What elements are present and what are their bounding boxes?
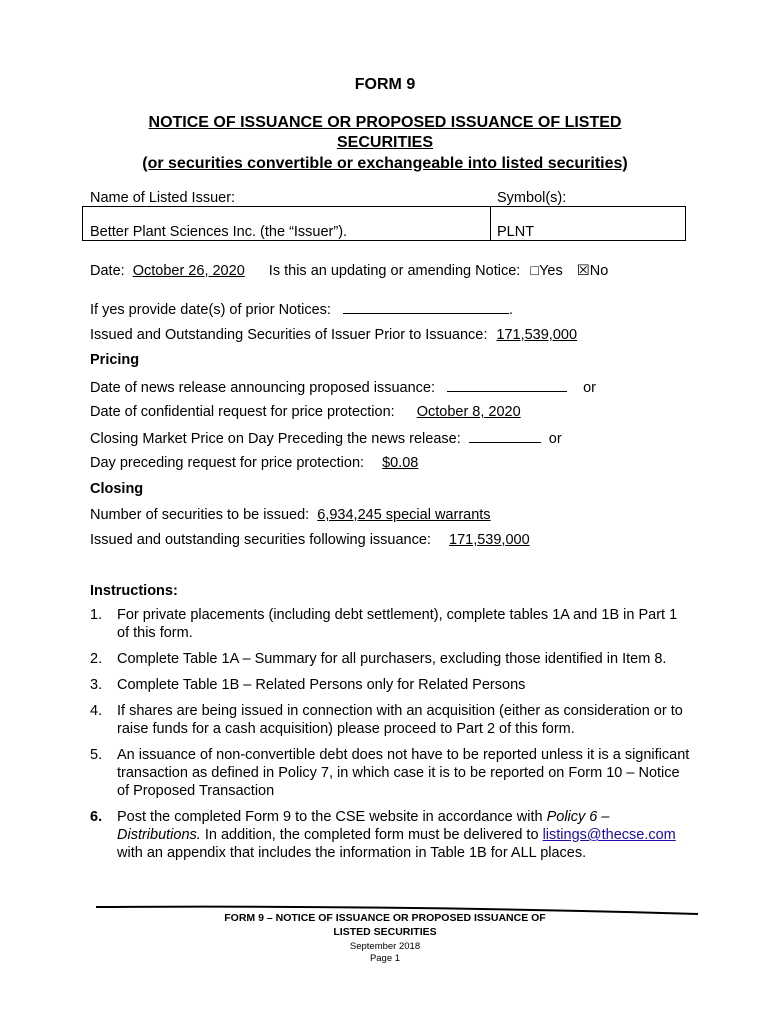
instruction-number: 2. — [90, 651, 103, 667]
main-title-line1: NOTICE OF ISSUANCE OR PROPOSED ISSUANCE OF LISTED — [148, 114, 622, 131]
closing-price-row — [90, 429, 562, 447]
instruction-number: 6. — [90, 809, 103, 825]
confidential-label: Date of confidential request for price protection: — [90, 404, 395, 420]
instruction-text: with an appendix that includes the information in Table 1B for ALL places. — [117, 845, 587, 861]
instruction-number: 4. — [90, 703, 103, 719]
outstanding-prior-row — [90, 327, 577, 343]
prior-notices-row — [90, 300, 513, 318]
outstanding-after-label: Issued and outstanding securities following issuance: — [90, 532, 431, 548]
instruction-item — [90, 746, 690, 800]
num-securities-label: Number of securities to be issued: — [90, 507, 310, 523]
confidential-value[interactable]: October 8, 2020 — [416, 404, 521, 420]
closing-heading: Closing — [90, 481, 144, 497]
outstanding-prior-value[interactable]: 171,539,000 — [496, 327, 578, 343]
outstanding-after-value[interactable]: 171,539,000 — [449, 532, 530, 548]
instruction-item — [90, 606, 690, 642]
date-label: Date: — [90, 263, 125, 279]
table-divider — [490, 207, 491, 240]
num-securities-row — [90, 507, 515, 523]
instruction-item — [90, 808, 690, 862]
num-securities-value[interactable]: 6,934,245 special warrants — [317, 507, 491, 523]
instruction-text: In addition, the completed form must be delivered to — [200, 827, 543, 843]
prior-notices-blank[interactable] — [343, 300, 509, 314]
main-title-line2: SECURITIES — [336, 134, 433, 151]
issuer-name-value: Better Plant Sciences Inc. (the “Issuer”). — [90, 224, 348, 240]
subtitle: (or securities convertible or exchangeable into listed securities) — [142, 155, 628, 172]
instruction-text: For private placements (including debt settlement), complete tables 1A and 1B in Part 1 of this form. — [117, 607, 678, 641]
email-link[interactable]: listings@thecse.com — [542, 827, 676, 843]
footer-page: Page 1 — [369, 953, 401, 964]
confidential-row — [90, 404, 578, 420]
form-title: FORM 9 — [354, 76, 416, 93]
instruction-number: 1. — [90, 607, 103, 623]
date-row — [90, 263, 608, 279]
symbol-value: PLNT — [497, 224, 535, 240]
footer-line2: LISTED SECURITIES — [333, 926, 437, 938]
instructions-heading: Instructions: — [90, 583, 178, 599]
instruction-text: Complete Table 1B – Related Persons only for Related Persons — [117, 677, 526, 693]
news-release-blank[interactable] — [447, 378, 567, 392]
or-1: or — [583, 380, 596, 396]
news-release-label: Date of news release announcing proposed issuance: — [90, 380, 436, 396]
closing-price-blank[interactable] — [469, 429, 541, 443]
instruction-number: 5. — [90, 747, 103, 763]
policy-reference: Policy 6 – Distributions. — [117, 809, 610, 843]
footer-date: September 2018 — [349, 941, 421, 952]
prior-notices-end: . — [509, 302, 514, 318]
or-2: or — [548, 431, 562, 447]
date-value[interactable]: October 26, 2020 — [132, 263, 245, 279]
instruction-text: Complete Table 1A – Summary for all purchasers, excluding those identified in Item 8. — [117, 651, 667, 667]
instructions-list — [90, 606, 690, 870]
symbol-label: Symbol(s): — [497, 190, 567, 206]
day-preceding-row — [90, 455, 486, 471]
instruction-item — [90, 702, 690, 738]
instruction-text: If shares are being issued in connection with an acquisition (either as consideration or to raise funds for a cash acquisition) please proceed to Part 2 of this form. — [117, 703, 683, 737]
closing-price-label: Closing Market Price on Day Preceding the news release: — [90, 431, 461, 447]
instruction-item — [90, 676, 690, 694]
instruction-number: 3. — [90, 677, 103, 693]
pricing-heading: Pricing — [90, 352, 140, 368]
instruction-text: An issuance of non-convertible debt does not have to be reported unless it is a significant transaction as defined in Policy 7, in which case it is to be reported on Form 10 – Notice of Proposed Transaction — [117, 747, 690, 799]
outstanding-after-row — [90, 532, 530, 548]
instruction-item — [90, 650, 690, 668]
news-release-row — [90, 378, 596, 396]
day-preceding-value[interactable]: $0.08 — [382, 455, 419, 471]
instruction-text: Post the completed Form 9 to the CSE website in accordance with — [117, 809, 547, 825]
outstanding-prior-label: Issued and Outstanding Securities of Issuer Prior to Issuance: — [90, 327, 488, 343]
footer-line1: FORM 9 – NOTICE OF ISSUANCE OR PROPOSED ISSUANCE OF — [224, 912, 546, 924]
no-checkbox[interactable]: ☒ — [576, 263, 590, 279]
amending-question: Is this an updating or amending Notice: — [268, 263, 521, 279]
yes-label: Yes — [539, 263, 563, 279]
day-preceding-label: Day preceding request for price protection: — [90, 455, 365, 471]
no-label: No — [589, 263, 609, 279]
prior-notices-label: If yes provide date(s) of prior Notices: — [90, 302, 331, 318]
issuer-name-label: Name of Listed Issuer: — [90, 190, 236, 206]
yes-checkbox[interactable]: □ — [530, 263, 540, 279]
